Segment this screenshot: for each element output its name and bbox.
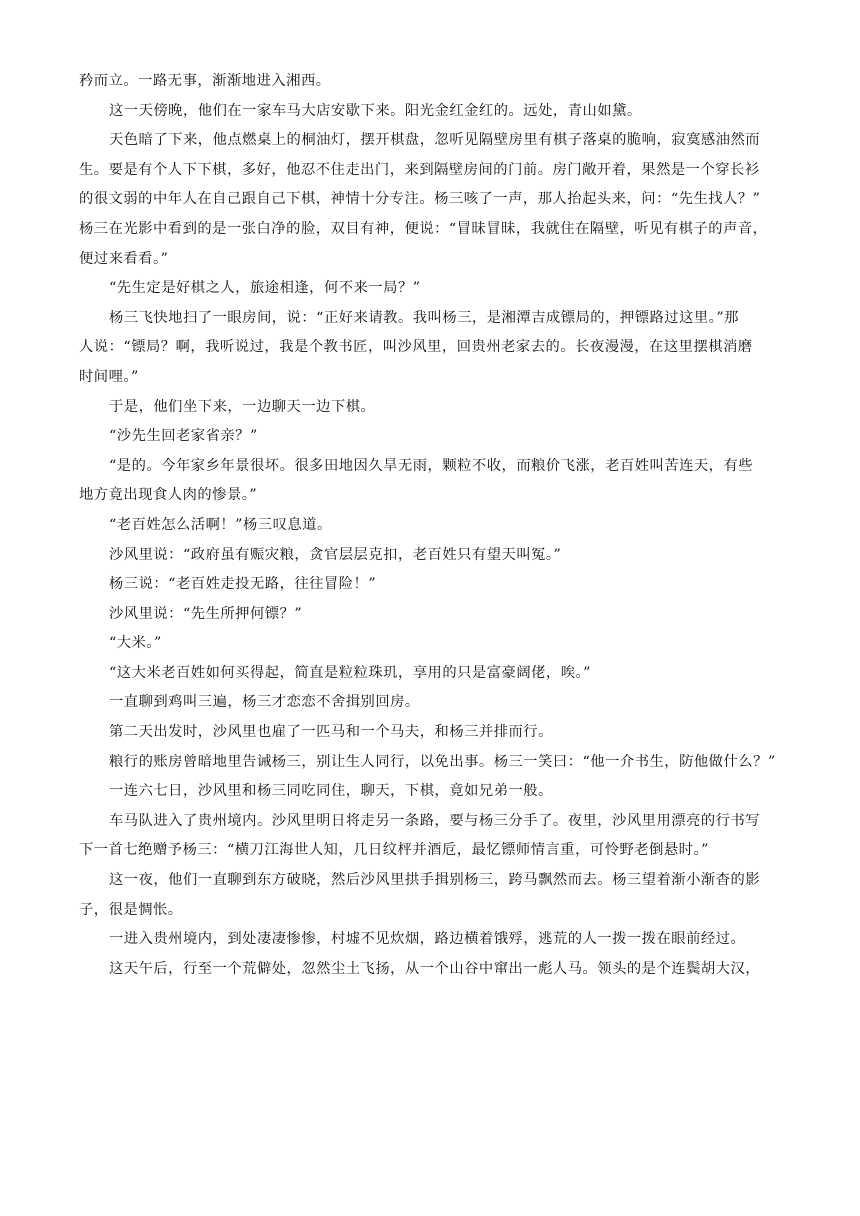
paragraph <box>79 807 783 866</box>
text-line: 这一天傍晚，他们在一家车马大店安歇下来。阳光金红金红的。远处，青山如黛。 <box>109 102 642 119</box>
paragraph <box>79 541 783 571</box>
paragraph <box>79 925 783 955</box>
text-line: 便过来看看。” <box>79 250 169 267</box>
paragraph <box>79 570 783 600</box>
text-line: 杨三说：“老百姓走投无路，往往冒险！” <box>109 576 377 593</box>
text-line: 一连六七日，沙风里和杨三同吃同住，聊天，下棋，竟如兄弟一般。 <box>109 783 553 800</box>
text-line: 车马队进入了贵州境内。沙风里明日将走另一条路，要与杨三分手了。夜里，沙风里用漂亮的行书写 <box>109 812 761 829</box>
text-line: “这大米老百姓如何买得起，简直是粒粒珠玑，享用的只是富豪阔佬，唉。” <box>109 664 591 681</box>
text-line: 这一夜，他们一直聊到东方破晓，然后沙风里拱手揖别杨三，跨马飘然而去。杨三望着渐小渐杳的影 <box>109 872 761 889</box>
text-line: 天色暗了下来，他点燃桌上的桐油灯，摆开棋盘，忽听见隔壁房里有棋子落桌的脆响，寂寞感油然而 <box>109 132 761 149</box>
story-text <box>79 67 783 984</box>
paragraph <box>79 67 783 97</box>
paragraph <box>79 97 783 127</box>
text-line: “是的。今年家乡年景很坏。很多田地因久旱无雨，颗粒不收，而粮价飞涨，老百姓叫苦连天，有些 <box>109 457 754 474</box>
text-line: 矜而立。一路无事，渐渐地进入湘西。 <box>79 73 331 89</box>
paragraph <box>79 955 783 985</box>
text-line: 的很文弱的中年人在自己跟自己下棋，神情十分专注。杨三咳了一声，那人抬起头来，问：“先生找人？” <box>79 191 761 208</box>
paragraph <box>79 511 783 541</box>
paragraph <box>79 452 783 511</box>
text-line: “先生定是好棋之人，旅途相逢，何不来一局？” <box>109 280 421 297</box>
paragraph <box>79 126 783 274</box>
text-line: 杨三在光影中看到的是一张白净的脸，双目有神，便说：“冒昧冒昧，我就住在隔壁，听见有棋子的声音， <box>79 220 768 237</box>
paragraph <box>79 688 783 718</box>
text-line: 粮行的账房曾暗地里告诫杨三，别让生人同行，以免出事。杨三一笑曰：“他一介书生，防他做什么？” <box>109 753 776 770</box>
paragraph <box>79 748 783 778</box>
text-line: 时间哩。” <box>79 368 139 385</box>
text-line: “老百姓怎么活啊！”杨三叹息道。 <box>109 516 332 533</box>
paragraph <box>79 629 783 659</box>
text-line: 沙风里说：“先生所押何镖？” <box>109 605 303 622</box>
paragraph <box>79 777 783 807</box>
text-line: “大米。” <box>109 635 162 652</box>
text-line: 下一首七绝赠予杨三：“横刀江海世人知，几日纹枰并酒卮，最忆镖师情言重，可怜野老倒悬时。” <box>79 842 709 859</box>
paragraph <box>79 600 783 630</box>
text-line: 生。要是有个人下下棋，多好，他忍不住走出门，来到隔壁房间的门前。房门敞开着，果然是一个穿长衫 <box>79 161 760 178</box>
text-line: 一直聊到鸡叫三遍，杨三才恋恋不舍揖别回房。 <box>109 694 420 711</box>
text-line: 一进入贵州境内，到处凄凄惨惨，村墟不见炊烟，路边横着饿殍，逃荒的人一拨一拨在眼前经过。 <box>109 931 746 948</box>
paragraph <box>79 659 783 689</box>
paragraph <box>79 393 783 423</box>
text-line: 这天午后，行至一个荒僻处，忽然尘土飞扬，从一个山谷中窜出一彪人马。领头的是个连鬓胡大汉， <box>109 960 761 977</box>
paragraph <box>79 304 783 393</box>
text-line: 沙风里说：“政府虽有赈灾粮，贪官层层克扣，老百姓只有望天叫冤。” <box>109 546 562 563</box>
text-line: 第二天出发时，沙风里也雇了一匹马和一个马夫，和杨三并排而行。 <box>109 724 553 741</box>
text-line: 杨三飞快地扫了一眼房间，说：“正好来请教。我叫杨三，是湘潭吉成镖局的，押镖路过这里。”那 <box>109 309 739 326</box>
paragraph <box>79 866 783 925</box>
paragraph <box>79 422 783 452</box>
text-line: 人说：“镖局？啊，我听说过，我是个教书匠，叫沙风里，回贵州老家去的。长夜漫漫，在这里摆棋消磨 <box>79 339 753 356</box>
paragraph <box>79 274 783 304</box>
text-line: 于是，他们坐下来，一边聊天一边下棋。 <box>109 398 376 415</box>
text-line: “沙先生回老家省亲？” <box>109 428 258 445</box>
text-line: 地方竟出现食人肉的惨景。” <box>79 487 258 504</box>
paragraph <box>79 718 783 748</box>
text-line: 子，很是惆怅。 <box>79 901 183 918</box>
